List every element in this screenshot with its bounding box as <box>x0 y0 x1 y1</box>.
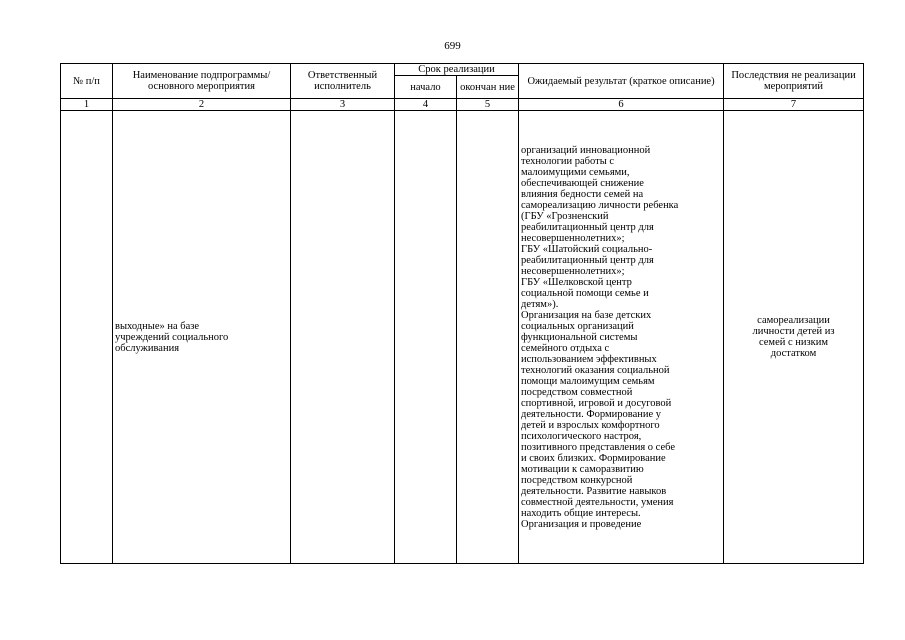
column-number: 7 <box>724 99 864 111</box>
header-start: начало <box>395 76 457 99</box>
column-number: 4 <box>395 99 457 111</box>
end-cell <box>457 111 519 564</box>
program-table <box>60 63 864 564</box>
header-number: № п/п <box>61 64 113 99</box>
column-number: 6 <box>519 99 724 111</box>
header-consequences: Последствия не реализации мероприятий <box>724 64 864 99</box>
table-row <box>61 111 864 564</box>
row-number-cell <box>61 111 113 564</box>
responsible-cell <box>291 111 395 564</box>
page-number: 699 <box>444 40 461 52</box>
header-expected-result: Ожидаемый результат (краткое описание) <box>519 64 724 99</box>
header-end: окончан ние <box>457 76 519 99</box>
subprogram-name-cell: выходные» на базе учреждений социального обслуживания <box>113 111 291 564</box>
column-number: 2 <box>113 99 291 111</box>
column-numbers-row <box>61 99 864 111</box>
header-subprogram-name: Наименование подпрограммы/ основного мероприятия <box>113 64 291 99</box>
header-responsible: Ответственный исполнитель <box>291 64 395 99</box>
start-cell <box>395 111 457 564</box>
column-number: 1 <box>61 99 113 111</box>
expected-result-cell: организаций инновационной технологии работы с малоимущими семьями, обеспечивающей снижение влияния бедности семей на самореализацию личности ребенка (ГБУ «Грозненский реабилитационный центр для несовершеннолетних»; ГБУ «Шатойский социально- реабилитационный центр для несовершеннолетних»; ГБУ «Шелковской центр социальной помощи семье и детям»). Организация на базе детских социальных организаций функциональной системы семейного отдыха с использованием эффективных технологий оказания социальной помощи малоимущим семьям посредством совместной спортивной, игровой и досуговой деятельности. Формирование у детей и взрослых комфортного психологического настроя, позитивного представления о себе и своих близких. Формирование мотивации к саморазвитию посредством конкурсной деятельности. Развитие навыков совместной деятельности, умения находить общие интересы. Организация и проведение <box>519 111 724 564</box>
consequences-cell: самореализации личности детей из семей с низким достатком <box>724 111 864 564</box>
header-period-group: Срок реализации <box>395 64 519 76</box>
column-number: 5 <box>457 99 519 111</box>
column-number: 3 <box>291 99 395 111</box>
